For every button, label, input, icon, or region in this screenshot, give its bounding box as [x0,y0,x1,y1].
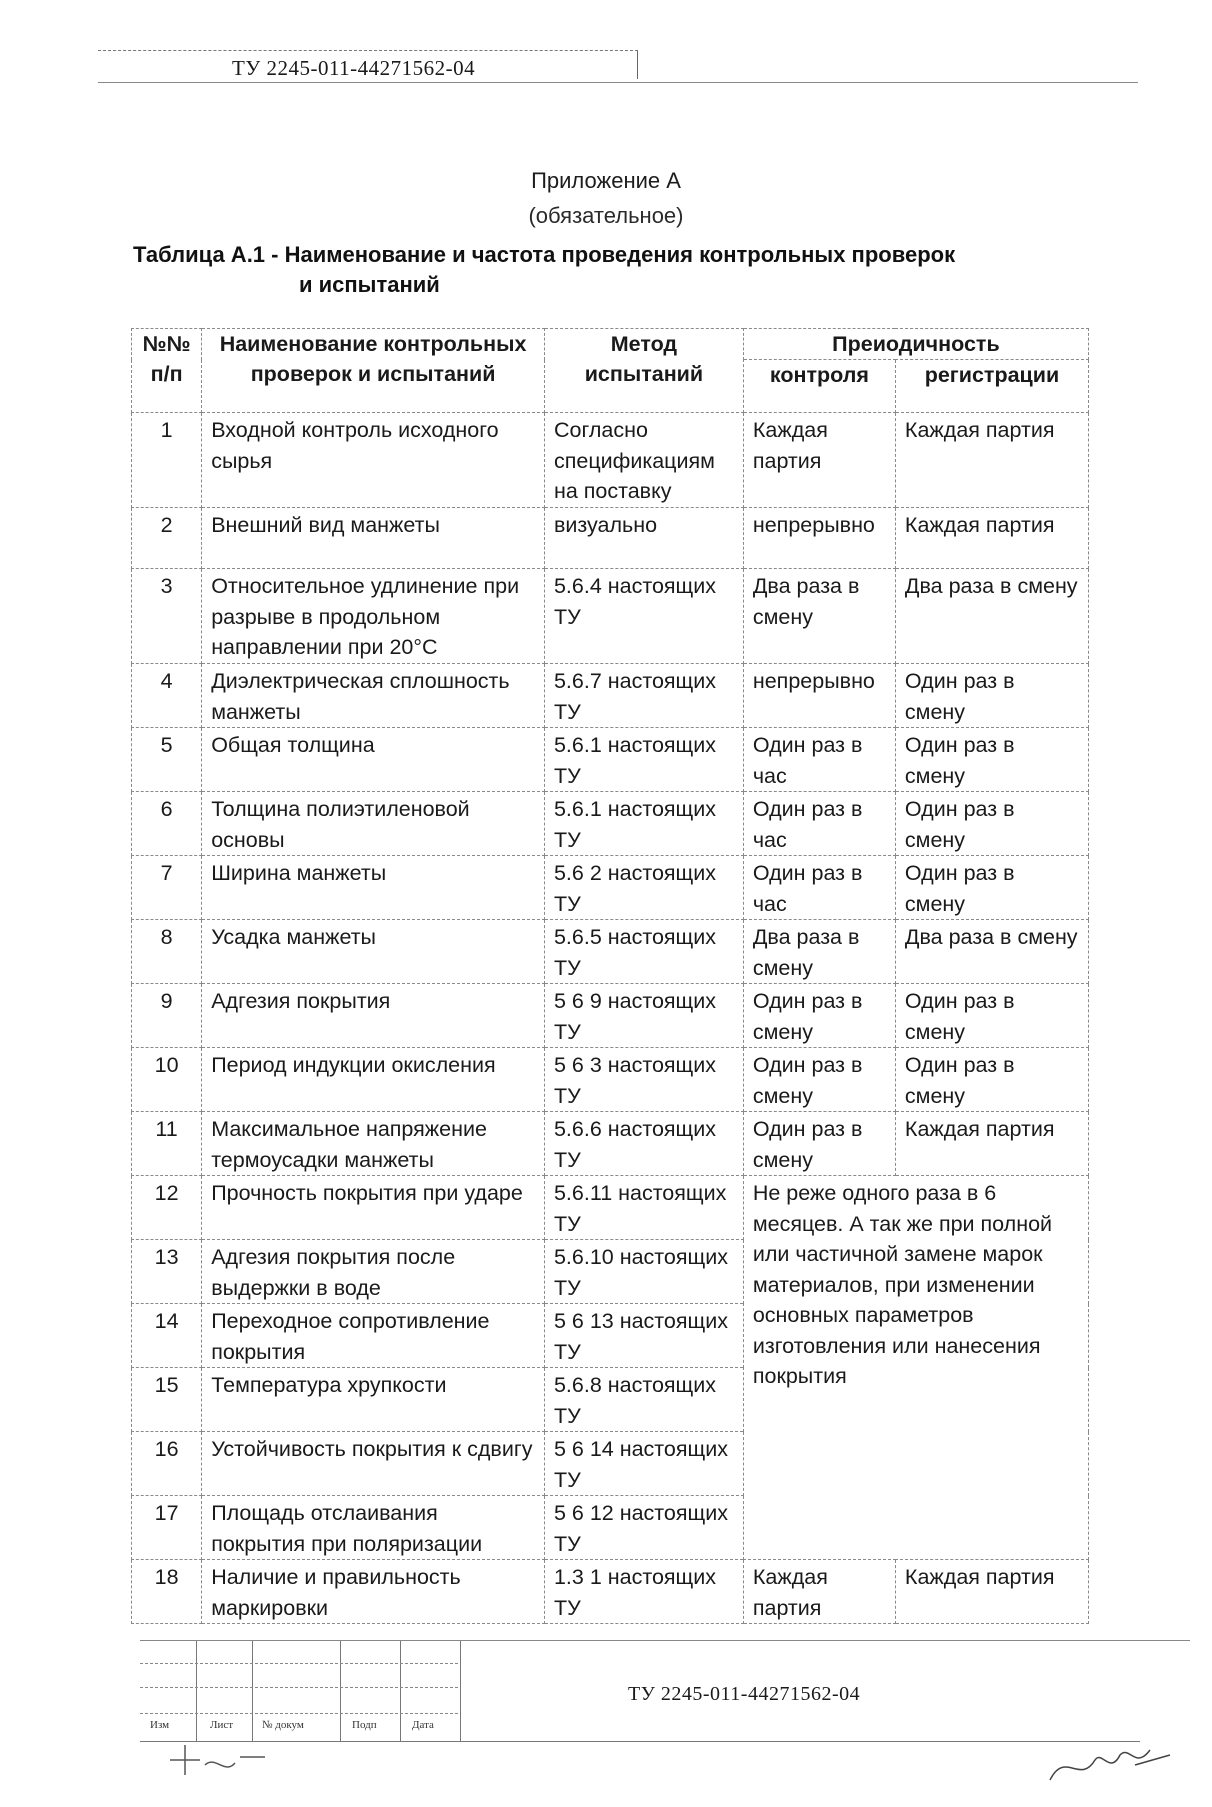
row-method: 5.6.4 настоящих ТУ [544,569,743,664]
row-num: 13 [132,1240,202,1304]
row-method: 5.6.11 настоящих ТУ [544,1176,743,1240]
merged-periodicity-note: Не реже одного раза в 6 месяцев. А так же при полной или частичной замене марок материалов, при изменении основных параметров изготовления или нанесения покрытия [743,1176,1088,1432]
table-row [132,664,1089,728]
row-method: 5 6 9 настоящих ТУ [544,984,743,1048]
row-method: 5 6 13 настоящих ТУ [544,1304,743,1368]
row-num: 16 [132,1432,202,1496]
row-num: 9 [132,984,202,1048]
stamp-label-doc-number: № докум [262,1719,304,1731]
row-registration: Один раз в смену [895,792,1088,856]
appendix-title: Приложение А [531,168,681,193]
row-registration: Один раз в смену [895,728,1088,792]
col-header-registration: регистрации [895,360,1088,413]
row-registration: Один раз в смену [895,856,1088,920]
row-method: 5.6.7 настоящих ТУ [544,664,743,728]
row-name: Прочность покрытия при ударе [202,1176,545,1240]
stamp-label-date: Дата [412,1719,434,1731]
row-registration: Один раз в смену [895,664,1088,728]
row-name: Температура хрупкости [202,1368,545,1432]
stamp-label-sheet: Лист [210,1719,234,1731]
row-name: Адгезия покрытия после выдержки в воде [202,1240,545,1304]
row-method: 5.6.1 настоящих ТУ [544,728,743,792]
row-method: 5.6.5 настоящих ТУ [544,920,743,984]
row-num: 2 [132,508,202,569]
row-num: 17 [132,1496,202,1560]
row-name: Ширина манжеты [202,856,545,920]
row-registration: Два раза в смену [895,920,1088,984]
row-control: Каждая партия [743,413,895,508]
table-row [132,1048,1089,1112]
title-block-stamp [140,1640,1190,1743]
row-registration: Один раз в смену [895,1048,1088,1112]
row-method: 5.6.6 настоящих ТУ [544,1112,743,1176]
appendix-subtitle: (обязательное) [528,203,684,228]
row-control: Два раза в смену [743,569,895,664]
row-name: Внешний вид манжеты [202,508,545,569]
table-row [132,856,1089,920]
row-registration: Каждая партия [895,508,1088,569]
merged-periodicity-empty [743,1432,1088,1560]
row-method: 5 6 3 настоящих ТУ [544,1048,743,1112]
col-header-periodicity: Преиодичность [743,329,1088,360]
table-row [132,1560,1089,1624]
handwritten-marks [160,1735,280,1785]
row-num: 15 [132,1368,202,1432]
row-method: 5.6.8 настоящих ТУ [544,1368,743,1432]
row-num: 1 [132,413,202,508]
table-title-line-2: и испытаний [299,272,440,297]
row-name: Переходное сопротивление покрытия [202,1304,545,1368]
row-control: Один раз в смену [743,984,895,1048]
row-name: Толщина полиэтиленовой основы [202,792,545,856]
table-title-line-1: Таблица А.1 - Наименование и частота проведения контрольных проверок [133,242,956,267]
row-name: Входной контроль исходного сырья [202,413,545,508]
row-num: 18 [132,1560,202,1624]
row-num: 5 [132,728,202,792]
row-name: Относительное удлинение при разрыве в продольном направлении при 20°С [202,569,545,664]
row-method: 5.6 2 настоящих ТУ [544,856,743,920]
table-title [133,240,1093,300]
table-row [132,984,1089,1048]
row-num: 3 [132,569,202,664]
row-method: 5.6.10 настоящих ТУ [544,1240,743,1304]
row-control: Два раза в смену [743,920,895,984]
table-row [132,508,1089,569]
table-row [132,728,1089,792]
col-header-num: №№ п/п [132,329,202,413]
row-control: Один раз в час [743,728,895,792]
table-row [132,413,1089,508]
col-header-name: Наименование контрольных проверок и испытаний [202,329,545,413]
stamp-label-signature: Подп [352,1719,377,1731]
row-name: Адгезия покрытия [202,984,545,1048]
row-num: 8 [132,920,202,984]
row-control: Один раз в смену [743,1112,895,1176]
table-row [132,1176,1089,1240]
row-name: Усадка манжеты [202,920,545,984]
row-registration: Каждая партия [895,413,1088,508]
row-num: 10 [132,1048,202,1112]
table-row [132,569,1089,664]
row-num: 11 [132,1112,202,1176]
row-control: непрерывно [743,508,895,569]
row-registration: Два раза в смену [895,569,1088,664]
row-method: 1.3 1 настоящих ТУ [544,1560,743,1624]
header-document-code: ТУ 2245-011-44271562-04 [232,56,476,80]
row-num: 14 [132,1304,202,1368]
row-num: 12 [132,1176,202,1240]
row-num: 7 [132,856,202,920]
table-row [132,792,1089,856]
signature [1040,1735,1180,1795]
row-name: Максимальное напряжение термоусадки манжеты [202,1112,545,1176]
row-registration: Каждая партия [895,1112,1088,1176]
inspection-table [131,328,1089,1624]
row-name: Общая толщина [202,728,545,792]
row-name: Устойчивость покрытия к сдвигу [202,1432,545,1496]
row-method: 5.6.1 настоящих ТУ [544,792,743,856]
row-name: Диэлектрическая сплошность манжеты [202,664,545,728]
row-control: Один раз в час [743,792,895,856]
col-header-control: контроля [743,360,895,413]
row-control: Один раз в смену [743,1048,895,1112]
table-row [132,920,1089,984]
col-header-method: Метод испытаний [544,329,743,413]
table-row [132,1432,1089,1496]
row-method: Согласно спецификациям на поставку [544,413,743,508]
row-num: 4 [132,664,202,728]
stamp-document-code: ТУ 2245-011-44271562-04 [628,1683,861,1705]
row-control: непрерывно [743,664,895,728]
row-control: Один раз в час [743,856,895,920]
row-registration: Один раз в смену [895,984,1088,1048]
row-method: 5 6 12 настоящих ТУ [544,1496,743,1560]
row-method: 5 6 14 настоящих ТУ [544,1432,743,1496]
row-name: Площадь отслаивания покрытия при поляризации [202,1496,545,1560]
row-num: 6 [132,792,202,856]
row-control: Каждая партия [743,1560,895,1624]
table-row [132,1112,1089,1176]
row-registration: Каждая партия [895,1560,1088,1624]
header-rule [98,82,1138,83]
row-name: Период индукции окисления [202,1048,545,1112]
row-name: Наличие и правильность маркировки [202,1560,545,1624]
stamp-label-change: Изм [150,1719,170,1731]
row-method: визуально [544,508,743,569]
